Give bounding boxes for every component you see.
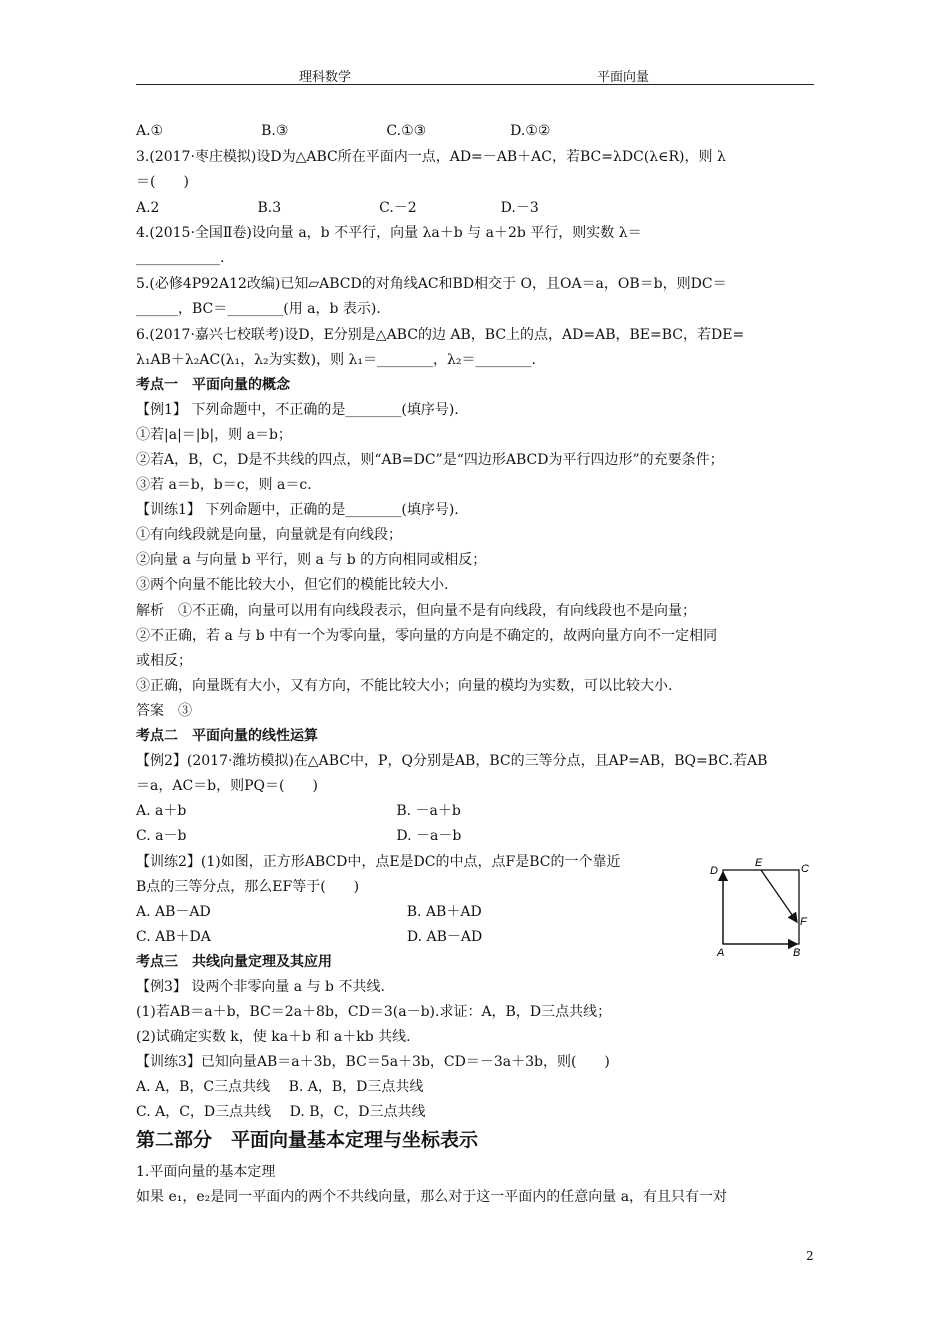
section-heading-2: 考点二 平面向量的线性运算 bbox=[136, 728, 318, 744]
line-9: λ₁AB＋λ₂AC(λ₁，λ₂为实数)，则 λ₁＝________，λ₂＝________. bbox=[136, 352, 536, 368]
line-41: 1.平面向量的基本定理 bbox=[136, 1164, 276, 1180]
line-34: 【例3】 设两个非零向量 a 与 b 不共线. bbox=[136, 979, 385, 995]
line-35: (1)若AB＝a＋b，BC＝2a＋8b，CD＝3(a－b).求证：A，B，D三点共线； bbox=[136, 1004, 612, 1020]
line-39: C. A，C，D三点共线 D. B，C，D三点共线 bbox=[136, 1104, 426, 1120]
line-25: 【例2】(2017·潍坊模拟)在△ABC中，P，Q分别是AB，BC的三等分点，且AP=AB，BQ=BC.若AB bbox=[136, 753, 768, 769]
line-14: ③若 a＝b，b＝c，则 a＝c. bbox=[136, 477, 312, 493]
line-26: ＝a，AC＝b，则PQ＝( ) bbox=[136, 778, 318, 794]
line-2: ＝( ) bbox=[136, 174, 189, 190]
label-b: B bbox=[793, 947, 801, 959]
label-d: D bbox=[710, 865, 718, 877]
line-15: 【训练1】 下列命题中，正确的是________(填序号). bbox=[136, 502, 459, 518]
square-abcd-figure bbox=[705, 855, 815, 960]
header-left: 理科数学 bbox=[299, 70, 352, 85]
line-4: 4.(2015·全国Ⅱ卷)设向量 a，b 不平行，向量 λa＋b 与 a＋2b 平行，则实数 λ＝ bbox=[136, 225, 642, 241]
line-42: 如果 e₁，e₂是同一平面内的两个不共线向量，那么对于这一平面内的任意向量 a，有且只有一对 bbox=[136, 1189, 728, 1205]
label-f: F bbox=[800, 916, 807, 928]
line-16: ①有向线段就是向量，向量就是有向线段； bbox=[136, 527, 402, 543]
line-29: 【训练2】(1)如图，正方形ABCD中，点E是DC的中点，点F是BC的一个靠近 bbox=[136, 854, 621, 870]
line-6: 5.(必修4P92A12改编)已知▱ABCD的对角线AC和BD相交于 O，且OA＝a，OB＝b，则DC＝ bbox=[136, 276, 727, 292]
line-38: A. A，B，C三点共线 B. A，B，D三点共线 bbox=[136, 1079, 424, 1095]
label-e: E bbox=[755, 857, 763, 869]
line-12: ①若|a|＝|b|，则 a＝b； bbox=[136, 427, 292, 443]
vector-ef bbox=[761, 870, 797, 922]
page-number: 2 bbox=[806, 1249, 814, 1263]
line-0: A.① B.③ C.①③ D.①② bbox=[136, 123, 551, 139]
line-13: ②若A，B，C，D是不共线的四点，则“AB=DC”是“四边形ABCD为平行四边形”的充要条件； bbox=[136, 452, 724, 468]
line-36: (2)试确定实数 k，使 ka＋b 和 a＋kb 共线. bbox=[136, 1029, 411, 1045]
line-28: C. a－b D. －a－b bbox=[136, 828, 462, 844]
line-20: ②不正确，若 a 与 b 中有一个为零向量，零向量的方向是不确定的，故两向量方向不一定相同 bbox=[136, 628, 718, 644]
line-32: C. AB＋DA D. AB－AD bbox=[136, 929, 483, 945]
header-right: 平面向量 bbox=[597, 70, 650, 85]
line-19: 解析 ①不正确，向量可以用有向线段表示，但向量不是有向线段，有向线段也不是向量； bbox=[136, 603, 696, 619]
line-37: 【训练3】已知向量AB＝a＋3b，BC＝5a＋3b，CD＝－3a＋3b，则( ) bbox=[136, 1054, 610, 1070]
header-rule bbox=[136, 84, 814, 85]
section-heading-3: 考点三 共线向量定理及其应用 bbox=[136, 954, 332, 970]
section-heading-1: 考点一 平面向量的概念 bbox=[136, 377, 290, 393]
line-8: 6.(2017·嘉兴七校联考)设D，E分别是△ABC的边 AB，BC上的点，AD=AB，BE=BC，若DE= bbox=[136, 327, 745, 343]
line-17: ②向量 a 与向量 b 平行，则 a 与 b 的方向相同或相反； bbox=[136, 552, 487, 568]
line-18: ③两个向量不能比较大小，但它们的模能比较大小. bbox=[136, 577, 449, 593]
line-21: 或相反； bbox=[136, 653, 192, 669]
square-outline bbox=[723, 870, 799, 944]
line-27: A. a＋b B. －a＋b bbox=[136, 803, 461, 819]
line-5: ____________. bbox=[136, 250, 225, 266]
line-3: A.2 B.3 C.－2 D.－3 bbox=[136, 200, 539, 216]
part-two-title: 第二部分 平面向量基本定理与坐标表示 bbox=[136, 1129, 479, 1151]
line-30: B点的三等分点，那么EF等于( ) bbox=[136, 879, 360, 895]
line-11: 【例1】 下列命题中，不正确的是________(填序号). bbox=[136, 402, 459, 418]
line-1: 3.(2017·枣庄模拟)设D为△ABC所在平面内一点，AD=－AB＋AC，若BC=λDC(λ∈R)，则 λ bbox=[136, 149, 726, 165]
line-23: 答案 ③ bbox=[136, 703, 192, 719]
line-22: ③正确，向量既有大小，又有方向，不能比较大小；向量的模均为实数，可以比较大小. bbox=[136, 678, 673, 694]
label-c: C bbox=[801, 863, 809, 875]
label-a: A bbox=[717, 947, 725, 959]
line-31: A. AB－AD B. AB＋AD bbox=[136, 904, 482, 920]
line-7: ______，BC＝________(用 a，b 表示). bbox=[136, 301, 381, 317]
